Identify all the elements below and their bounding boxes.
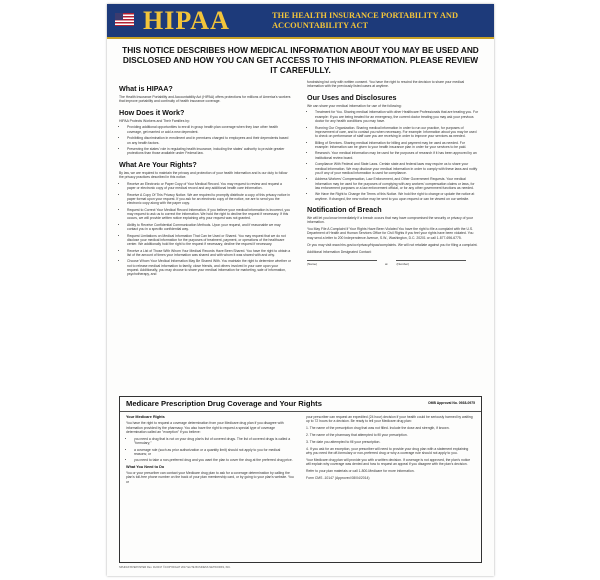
medicare-right-column — [306, 415, 474, 483]
list-item: • Address Workers' Compensation, Law Enforcement, and Other Government Requests. Your medical information may be used for the purposes of complying with any workers' compensation claims or laws, for law enforcement purposes or a law enforcement official, or for any other government functions as needed. — [315, 177, 479, 190]
list-item: • Treatment for You. Sharing medical information with other Healthcare Professionals that are treating you. For example: If you are being treated for an emergency, the current doctor treating you may ask your previous doctor for any health conditions you may have. — [315, 110, 479, 123]
medicare-expedited-text: your prescriber can request an expedited (24 hour) decision if your health could be seriously harmed by waiting up to 72 hours for a decision. Be ready to tell your Medicare drug plan: — [306, 415, 473, 424]
number-line: (Number) — [396, 260, 466, 266]
at-label: at — [385, 261, 388, 266]
list-item: 1. The name of the prescription drug that was not filled. Include the dose and strength, if known. — [306, 426, 450, 431]
medicare-box — [119, 396, 482, 563]
medicare-refer-text: Refer to your plan materials or call 1-800-Medicare for more information. — [306, 469, 415, 474]
medicare-rights-text: You have the right to request a coverage determination from your Medicare drug plan if you disagree with information provided by the pharmacy. You also have the right to request a special type of coverage determination called an "exception" if you believe: — [126, 421, 284, 434]
medicare-title: Medicare Prescription Drug Coverage and Your Rights — [126, 399, 322, 408]
list-item: 3. The date you attempted to fill your prescription. — [306, 439, 381, 444]
medicare-exception-list — [126, 437, 294, 463]
list-item: • you need a drug that is not on your drug plan's list of covered drugs. The list of covered drugs is called a "formulary;" — [134, 437, 294, 446]
left-column — [119, 80, 291, 279]
title-banner — [107, 4, 494, 39]
poster-title: HIPAA — [143, 6, 230, 35]
list-item: • Receive A Copy Of This Privacy Notice. We are required to promptly distribute a copy of this privacy notice in paper format upon your request. If you ask for an electronic copy of the notice, we are to send you the electronic copy along with the paper copy. — [127, 193, 291, 206]
list-item: • you need to take a non-preferred drug and you want the plan to cover the drug at the preferred drug price. — [134, 458, 294, 462]
list-item: • Receive an Electronic or Paper Copy of Your Medical Record. You may request to review and request a paper or electronic copy of your medical record and any additional health care information. — [127, 182, 291, 191]
omb-number: OMB Approval No. 0938-0975 — [428, 401, 475, 405]
medicare-rights-heading: Your Medicare Rights — [126, 415, 165, 419]
medicare-left-column — [126, 415, 294, 487]
medicare-todo-text: You or your prescriber can contact your Medicare drug plan to ask for a coverage determination by calling the plan's toll-free phone number on the back of your plan membership card, or by going to your plan's website. You or — [126, 471, 294, 484]
list-item: • Compliance With Federal and State Laws. Certain state and federal laws may require us to share your medical information. We may disclose your medical information in order to comply with these laws and notify you if any of your medical information is used for compliance. — [315, 162, 479, 175]
list-item: • Ability to Receive Confidential Communication Methods. Upon your request, and if reasonable we may contact you in a specific confidential way. — [127, 223, 291, 232]
list-item: 2. The name of the pharmacy that attempted to fill your prescription. — [306, 433, 408, 438]
list-item: • a coverage rule (such as prior authorization or a quantity limit) should not apply to you for medical reasons; or — [134, 448, 294, 457]
right-column — [307, 80, 479, 266]
continued-text: fundraising but only with written consent. You have the right to rescind the decision to share your medical information with the previously listed cases at anytime. — [307, 80, 465, 89]
what-heading: What is HIPAA? — [119, 84, 173, 93]
contact-signature-lines — [307, 260, 479, 266]
rights-list — [119, 182, 291, 277]
medicare-decision-text: Your Medicare drug plan will provide you with a written decision. If coverage is not approved, the plan's notice will explain why coverage was denied and how to request an appeal if you disagree with the plan's decision. — [306, 458, 471, 467]
us-flag-icon — [115, 13, 134, 26]
list-item: • Preserving the states' role in regulating health insurance, including the states' authority to provide greater protections than those available under Federal law. — [127, 147, 291, 156]
medicare-todo-heading: What You Need to Do — [126, 464, 165, 469]
how-heading: How Does it Work? — [119, 107, 185, 117]
list-item: • Request Limitations on Medical Information That Can be Used or Shared. You may request that we do not disclose your medical information for the purposes of treatment, payment, or operations of the healthcare center. We additionally hold the right to the request if necessary, decline the request if necessary. — [127, 234, 291, 247]
how-intro: HIPAA Protects Workers and Their Families by: — [119, 118, 190, 123]
website-text: Or you may visit www.hhs.gov/ocr/privacy/hipaa/complaints. We will not retaliate against you for filing a complaint. — [307, 242, 478, 247]
notice-statement: THIS NOTICE DESCRIBES HOW MEDICAL INFORMATION ABOUT YOU MAY BE USED AND DISCLOSED AND HOW YOU CAN GET ACCESS TO THIS INFORMATION. PLEASE REVIEW IT CAREFULLY. — [122, 45, 479, 76]
list-item: • Billing of Services. Sharing medical information for billing and payment may be used as needed. For example: Information can be given to your health insurance plan in order for your services to be paid. — [315, 141, 479, 150]
complaint-text: You May File A Complaint If Your Rights Have Been Violated You have the right to file a complaint with the U.S. Department of Health and Human Services Office for Civil Rights if you feel your rights have been violated. You may send a letter to 200 Independence Avenue, S.W., Washington, D.C. 20201 or call 1-877-696-6775. — [307, 227, 474, 240]
list-item: • Choose Whom Your Medical Information May Be Shared With. You maintain the right to determine whether or not to release medical information to family, close friends, and others involved in your care upon your request. Additionally, you may choose to share your medical information for marketing, sale of information, psychotherapy, and — [127, 259, 291, 276]
rights-heading: What Are Your Rights? — [119, 159, 197, 169]
medicare-form-number: Form CMS -10147 (Approved 08/04/2014) — [306, 476, 370, 481]
name-line: (Name) — [307, 260, 377, 266]
list-item: • Request to Correct Your Medical Record Information. If you believe your medical information is incorrect, you may request to ask us to correct the information. We hold the right to decline the request if necessary. If this occurs, we will provide written notice explaining why your request was not granted. — [127, 208, 291, 221]
list-item: • We Have the Right to Change the Terms of this Notice. We hold the right to change or update the notice at anytime. If changed, the new notice may be sent to you upon request or can be viewed on our website. — [315, 192, 479, 201]
additional-info: Additional Information Designated Contact: — [307, 249, 372, 254]
medicare-header — [120, 397, 481, 412]
uses-heading: Our Uses and Disclosures — [307, 92, 397, 102]
breach-text: We will let you know immediately if a breach occurs that may have compromised the security or privacy of your information. — [307, 215, 473, 225]
poster-footer: NPHIIASTATEPOSTER Rev. 01/2017 ©COPYRIGHT 2017 ELITE BUSINESS NETWORKS, INC. — [119, 566, 231, 569]
breach-heading: Notification of Breach — [307, 204, 382, 214]
list-item: • Receive a List of Those With Whom Your Medical Records Have Been Shared. You have the right to obtain a list of the amount of times your information was shared and with whom it was shared with and why. — [127, 249, 291, 258]
list-item: • Research. Your medical information may be used for the purposes of research if it has been approved by an institutional review board. — [315, 151, 479, 160]
list-item: • Prohibiting discrimination in enrollment and in premiums charged to employees and their dependents based on any health factors. — [127, 136, 291, 145]
rights-intro: By law, we are required to maintain the privacy and protection of your health information and is our duty to follow the privacy practices described in this notice. — [119, 170, 288, 179]
poster-subtitle: THE HEALTH INSURANCE PORTABILITY AND ACCOUNTABILITY ACT — [272, 11, 459, 30]
hipaa-poster — [107, 4, 494, 576]
what-text: The Health Insurance Portability and Accountability Act (HIPAA) offers protections for millions of America's workers that improve portability and continuity of health insurance coverage. — [119, 95, 291, 104]
list-item: • Providing additional opportunities to enroll in group health plan coverage when they lose other health coverage, get married or add a new dependent. — [127, 125, 291, 134]
uses-list — [307, 110, 479, 200]
list-item: 4. If you ask for an exception, your prescriber will need to provide your drug plan with a statement explaining why you need the off-formulary or non-preferred drug or why a coverage rule should not apply to you. — [306, 446, 469, 456]
list-item: • Running Our Organization. Sharing medical information in order to run our practice, for purposes of improvement of care, and to contact you when necessary. For example: Information about you may be used to check on performance of staff care you are receiving in order to improve your services as needed. — [315, 126, 479, 139]
how-list — [119, 125, 291, 155]
uses-intro: We can share your medical information for use of the following: — [307, 103, 402, 108]
